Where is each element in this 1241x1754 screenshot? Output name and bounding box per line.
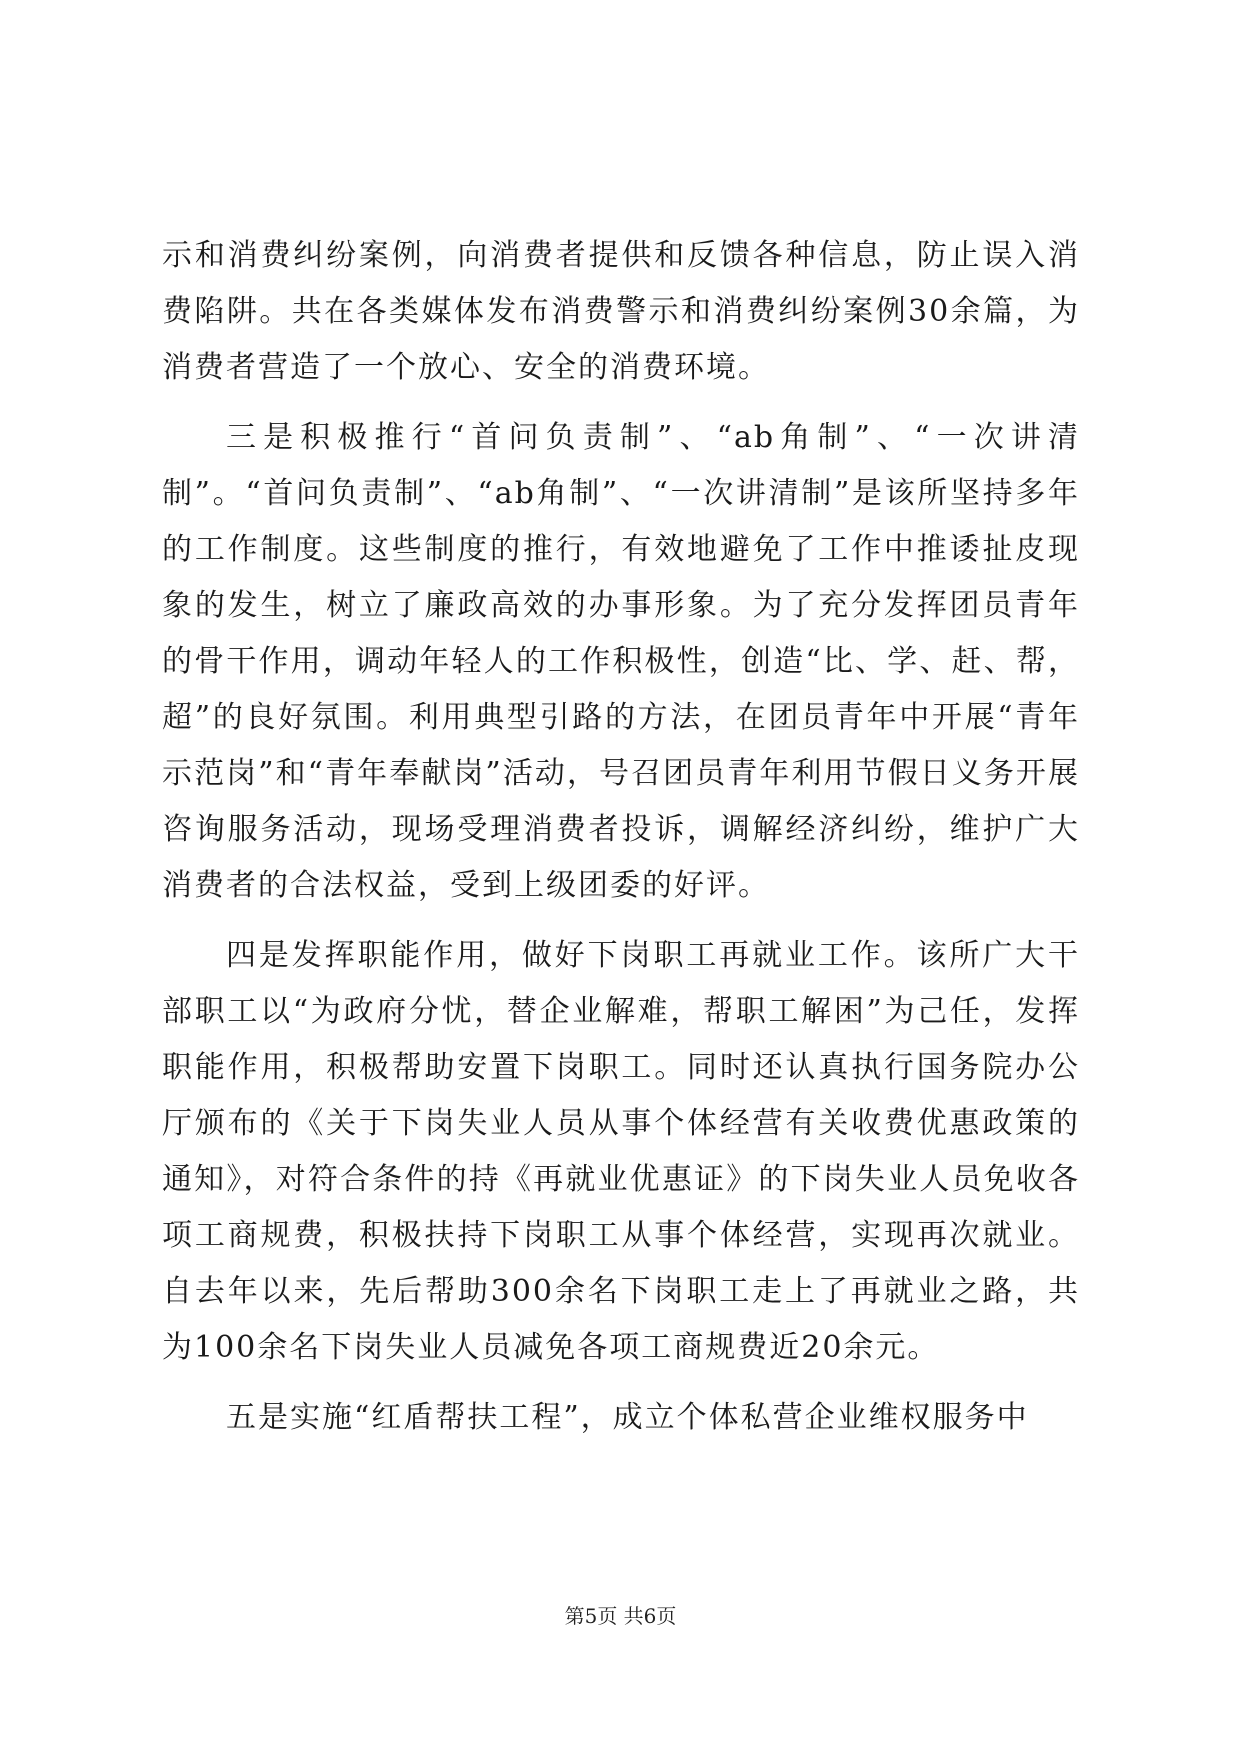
page-number-footer: 第5页 共6页 <box>564 1604 677 1628</box>
paragraph-point-four: 四是发挥职能作用，做好下岗职工再就业工作。该所广大干部职工以“为政府分忧，替企业解难，帮职工解困”为己任，发挥职能作用，积极帮助安置下岗职工。同时还认真执行国务院办公厅颁布的《关于下岗失业人员从事个体经营有关收费优惠政策的通知》，对符合条件的持《再就业优惠证》的下岗失业人员免收各项工商规费，积极扶持下岗职工从事个体经营，实现再次就业。自去年以来，先后帮助300余名下岗职工走上了再就业之路，共为100余名下岗失业人员减免各项工商规费近20余元。 <box>162 938 1080 1365</box>
paragraph-continuation: 示和消费纠纷案例，向消费者提供和反馈各种信息，防止误入消费陷阱。共在各类媒体发布消费警示和消费纠纷案例30余篇，为消费者营造了一个放心、安全的消费环境。 <box>162 238 1080 385</box>
document-body <box>162 228 1080 1446</box>
paragraph-point-three: 三是积极推行“首问负责制”、“ab角制”、“一次讲清制”。“首问负责制”、“ab角制”、“一次讲清制”是该所坚持多年的工作制度。这些制度的推行，有效地避免了工作中推诿扯皮现象的发生，树立了廉政高效的办事形象。为了充分发挥团员青年的骨干作用，调动年轻人的工作积极性，创造“比、学、赶、帮，超”的良好氛围。利用典型引路的方法，在团员青年中开展“青年示范岗”和“青年奉献岗”活动，号召团员青年利用节假日义务开展咨询服务活动，现场受理消费者投诉，调解经济纠纷，维护广大消费者的合法权益，受到上级团委的好评。 <box>162 420 1080 903</box>
paragraph-point-five: 五是实施“红盾帮扶工程”，成立个体私营企业维权服务中 <box>226 1400 1029 1435</box>
